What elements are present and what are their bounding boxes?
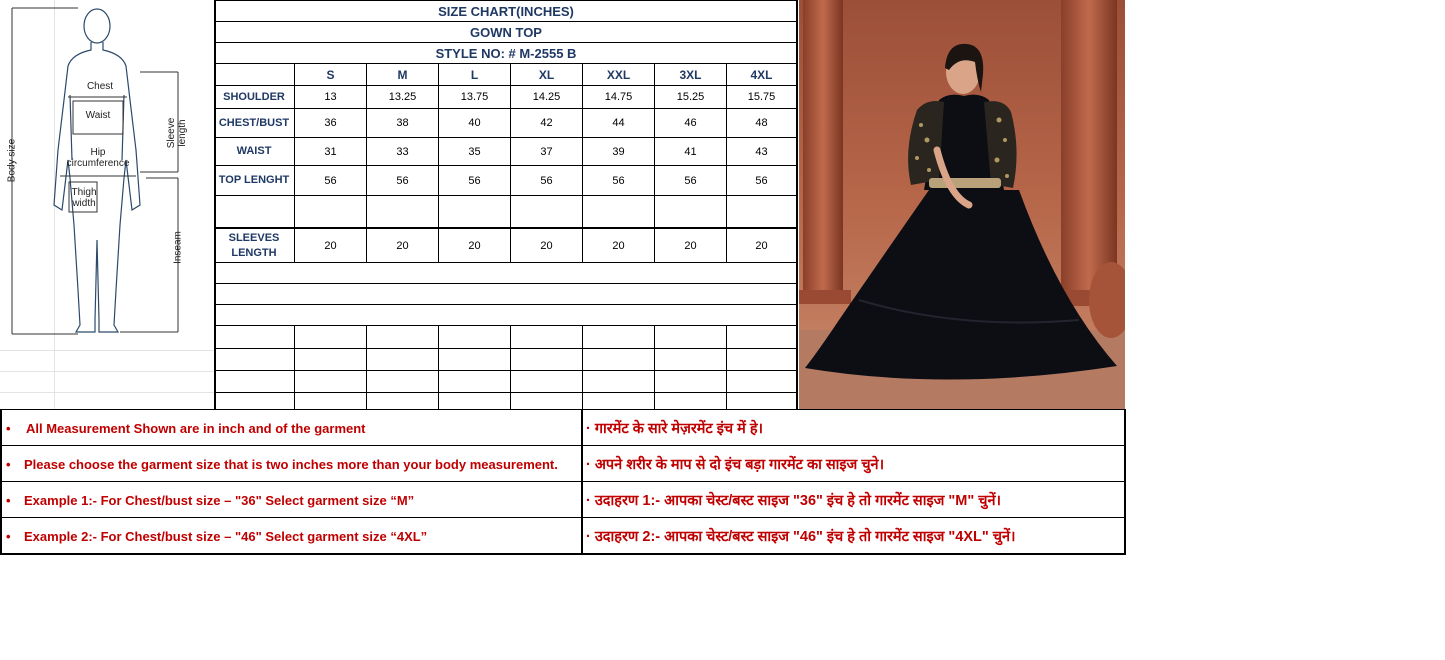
note-english [0, 482, 582, 518]
row-label: TOP LENGHT [214, 166, 295, 195]
table-cell: 48 [755, 117, 768, 129]
table-row [214, 138, 798, 166]
table-cell: 13.25 [367, 86, 439, 108]
table-row [214, 326, 798, 349]
row-label: WAIST [214, 138, 295, 165]
note-row [0, 409, 1126, 445]
table-row [214, 109, 798, 138]
chart-title: SIZE CHART(INCHES) [438, 4, 574, 19]
note-english [0, 518, 582, 554]
table-cell: 20 [511, 229, 583, 262]
table-cell: 20 [367, 229, 439, 262]
note-row [0, 517, 1126, 553]
table-row [214, 393, 798, 409]
thigh-label: Thigh width [71, 187, 97, 209]
blank-row [214, 305, 798, 326]
table-row [214, 349, 798, 371]
inseam-label: Inseam [172, 231, 184, 264]
product-photo [799, 0, 1125, 409]
table-cell: 36 [295, 109, 367, 137]
table-cell: 44 [583, 109, 655, 137]
table-cell: 56 [583, 166, 655, 195]
table-cell: 56 [511, 166, 583, 195]
bullet-icon: • [6, 420, 11, 436]
table-row [214, 196, 798, 229]
table-cell: 13.75 [439, 86, 511, 108]
table-cell: 43 [755, 145, 768, 158]
table-cell: 56 [367, 166, 439, 195]
body-silhouette-icon [0, 0, 214, 345]
sleeve-length-label: Sleeve length [166, 117, 188, 149]
chart-subtitle: GOWN TOP [470, 25, 542, 40]
blank-row [214, 263, 798, 284]
table-row [214, 166, 798, 196]
row-label: SHOULDER [214, 86, 295, 108]
note-hindi: · उदाहरण 1:- आपका चेस्ट/बस्ट साइज "36" इंच हे तो गारमेंट साइज "M" चुनें। [586, 493, 1001, 509]
table-cell: 56 [755, 174, 768, 187]
size-header: 4XL [750, 67, 773, 82]
size-header: S [295, 64, 367, 85]
note-row [0, 481, 1126, 517]
size-header: L [439, 64, 511, 85]
table-cell: 14.75 [583, 86, 655, 108]
table-cell: 56 [655, 166, 727, 195]
table-cell: 40 [439, 109, 511, 137]
bullet-icon: • [6, 528, 11, 544]
note-text: Please choose the garment size that is two inches more than your body measurement. [24, 456, 558, 472]
table-cell: 56 [439, 166, 511, 195]
bullet-icon: • [6, 456, 11, 472]
table-cell: 20 [439, 229, 511, 262]
chest-label: Chest [86, 81, 114, 92]
table-cell: 33 [367, 138, 439, 165]
table-cell: 20 [295, 229, 367, 262]
table-cell: 39 [583, 138, 655, 165]
body-size-label: Body size [6, 138, 18, 183]
table-row [214, 229, 798, 263]
table-cell: 38 [367, 109, 439, 137]
size-header: M [367, 64, 439, 85]
note-row [0, 445, 1126, 481]
table-cell: 46 [655, 109, 727, 137]
blank-row [214, 284, 798, 305]
table-cell: 20 [755, 239, 768, 252]
size-header-row [214, 64, 798, 86]
hip-label: Hip circumference [66, 147, 130, 169]
table-cell: 13 [295, 86, 367, 108]
size-header: XXL [583, 64, 655, 85]
size-header: XL [511, 64, 583, 85]
table-cell: 56 [295, 166, 367, 195]
gown-model-image-icon [799, 0, 1125, 409]
note-hindi: · अपने शरीर के माप से दो इंच बड़ा गारमेंट का साइज चुने। [586, 457, 885, 473]
note-hindi: · उदाहरण 2:- आपका चेस्ट/बस्ट साइज "46" इंच हे तो गारमेंट साइज "4XL" चुनें। [586, 529, 1016, 545]
bullet-icon: • [6, 492, 11, 508]
table-row [214, 86, 798, 109]
size-chart-table [214, 0, 798, 409]
style-number: STYLE NO: # M-2555 B [435, 46, 577, 61]
table-cell: 35 [439, 138, 511, 165]
note-hindi: · गारमेंट के सारे मेज़रमेंट इंच में हे। [586, 421, 764, 437]
table-cell: 37 [511, 138, 583, 165]
note-english [0, 446, 582, 482]
table-cell: 15.75 [747, 91, 776, 103]
row-label: CHEST/BUST [214, 109, 295, 137]
note-text: Example 2:- For Chest/bust size – "46" Select garment size “4XL” [24, 528, 428, 544]
size-header: 3XL [655, 64, 727, 85]
table-row [214, 371, 798, 393]
waist-label: Waist [85, 110, 111, 121]
body-measurement-figure [0, 0, 214, 345]
table-cell: 20 [655, 229, 727, 262]
measurement-notes [0, 409, 1126, 555]
table-cell: 15.25 [655, 86, 727, 108]
table-cell: 42 [511, 109, 583, 137]
note-text: All Measurement Shown are in inch and of the garment [26, 420, 366, 436]
row-label: SLEEVES LENGTH [214, 229, 295, 262]
note-text: Example 1:- For Chest/bust size – "36" Select garment size “M” [24, 492, 415, 508]
table-cell: 31 [295, 138, 367, 165]
note-english [0, 410, 582, 446]
table-cell: 20 [583, 229, 655, 262]
table-cell: 41 [655, 138, 727, 165]
table-cell: 14.25 [511, 86, 583, 108]
